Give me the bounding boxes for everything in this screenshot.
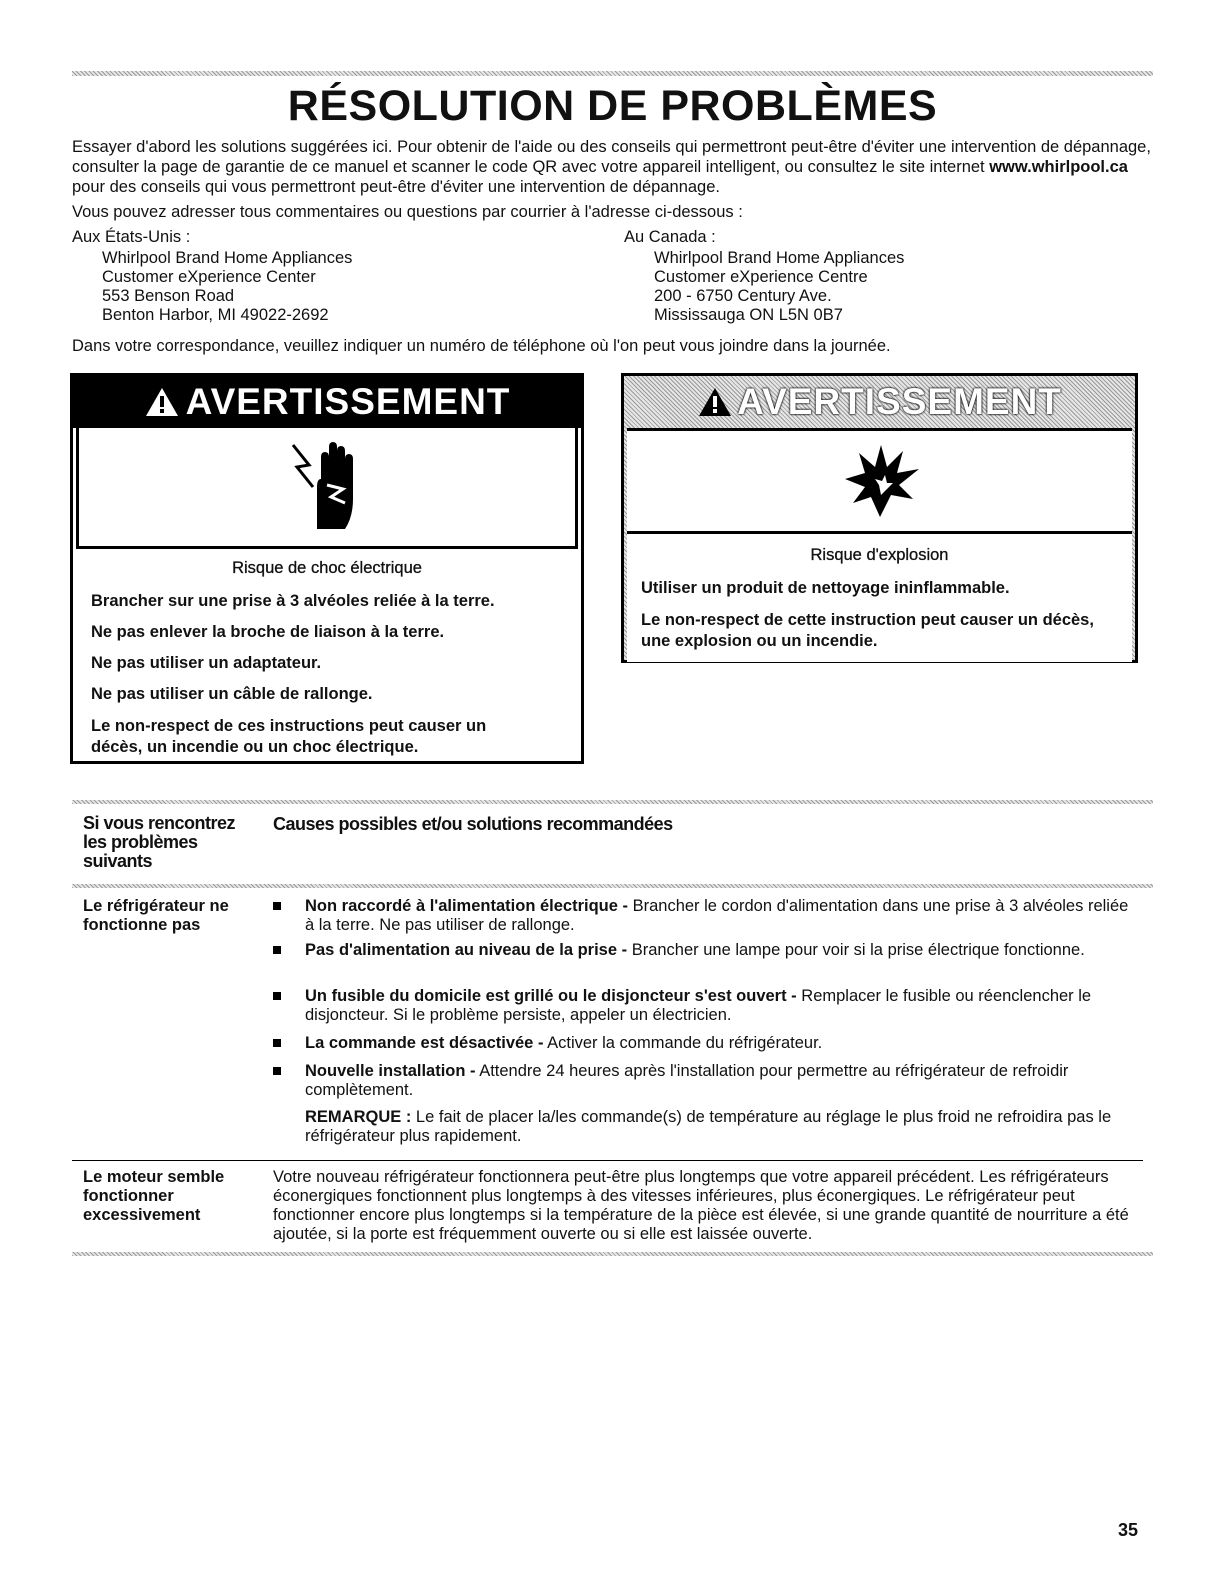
comments-line: Vous pouvez adresser tous commentaires ou questions par courrier à l'adresse ci-dessous : [72,203,743,221]
warning-triangle-icon [697,386,733,418]
solution-cause: Non raccordé à l'alimentation électrique - [305,897,629,915]
solution-cause: Pas d'alimentation au niveau de la prise - [305,941,628,959]
problem-label: Le moteur semble fonctionner excessivement [83,1168,225,1224]
intro-text-end: pour des conseils qui vous permettront peut-être d'éviter une intervention de dépannage. [72,178,720,196]
solution-item [273,987,1133,1025]
table-top-rule [72,800,1153,804]
warning-line: Ne pas utiliser un adaptateur. [91,654,322,672]
bullet-square-icon [273,1039,281,1047]
page-title: RÉSOLUTION DE PROBLÈMES [287,82,938,130]
warning-triangle-icon [144,386,180,418]
bullet-square-icon [273,902,281,910]
address-line: Customer eXperience Centre [654,268,868,286]
warning-header-text: AVERTISSEMENT [185,381,511,422]
bullet-square-icon [273,1067,281,1075]
warning-box-explosion [621,373,1138,663]
address-canada [624,228,904,325]
address-line: 200 - 6750 Century Ave. [654,287,832,305]
problem-label: Le réfrigérateur ne fonctionne pas [83,897,229,934]
address-canada-label: Au Canada : [624,228,716,246]
note-label: REMARQUE : [305,1108,412,1126]
warning-header [624,376,1135,428]
shock-pictogram [76,428,578,549]
warning-header [73,376,581,428]
warning-body [627,534,1132,662]
solution-item [273,1034,1133,1053]
warning-body [73,549,581,758]
solution-item [273,941,1133,960]
address-us-label: Aux États-Unis : [72,228,191,246]
intro-paragraph [72,137,1157,197]
solution-cause: Un fusible du domicile est grillé ou le disjoncteur s'est ouvert - [305,987,797,1005]
column-header-solutions: Causes possibles et/ou solutions recommandées [273,814,673,834]
row-divider [72,1160,1143,1161]
risk-label: Risque de choc électrique [232,559,422,577]
warning-line: Le non-respect de cette instruction peut causer un décès, une explosion ou un incendie. [641,611,1094,650]
website-link[interactable]: www.whirlpool.ca [989,158,1128,176]
electric-shock-hand-icon [287,437,367,537]
correspondence-line: Dans votre correspondance, veuillez indiquer un numéro de téléphone où l'on peut vous joindre dans la journée. [72,337,891,355]
bullet-square-icon [273,992,281,1000]
solution-text: Activer la commande du réfrigérateur. [543,1034,823,1052]
address-line: Customer eXperience Center [102,268,316,286]
solution-text: Remplacer le fusible ou réenclencher le disjoncteur. Si le problème persiste, appeler un électricien. [305,987,1092,1024]
table-header-rule [72,884,1153,888]
risk-label: Risque d'explosion [810,546,949,564]
solution-cause: La commande est désactivée - [305,1034,544,1052]
warning-line: Utiliser un produit de nettoyage ininflammable. [641,579,1010,597]
note-text: Le fait de placer la/les commande(s) de température au réglage le plus froid ne refroidira pas le réfrigérateur plus rapidement. [305,1108,1112,1145]
note [305,1108,1135,1146]
solution-text: Brancher une lampe pour voir si la prise électrique fonctionne. [627,941,1085,959]
solution-item [273,897,1133,935]
explosion-icon [835,439,925,523]
solution-text: Brancher le cordon d'alimentation dans une prise à 3 alvéoles reliée à la terre. Ne pas utiliser de rallonge. [305,897,1129,934]
bullet-square-icon [273,946,281,954]
page-number: 35 [1118,1520,1139,1540]
warning-header-text: AVERTISSEMENT [737,381,1062,422]
address-line: Whirlpool Brand Home Appliances [654,249,905,267]
solution-cause: Nouvelle installation - [305,1062,476,1080]
table-bottom-rule [72,1252,1153,1256]
address-line: 553 Benson Road [102,287,235,305]
solution-text: Attendre 24 heures après l'installation pour permettre au réfrigérateur de refroidir complètement. [305,1062,1069,1099]
warning-line: Brancher sur une prise à 3 alvéoles reliée à la terre. [91,592,495,610]
column-header-problems: Si vous rencontrez les problèmes suivants [83,813,236,871]
address-line: Mississauga ON L5N 0B7 [654,306,843,324]
intro-text: Essayer d'abord les solutions suggérées ici. Pour obtenir de l'aide ou des conseils qui permettront peut-être d'éviter une intervention de dépannage, consulter la page de garantie de ce manuel et scanner le code QR avec votre appareil intelligent, ou consultez le site internet [72,138,1151,176]
address-line: Whirlpool Brand Home Appliances [102,249,353,267]
address-us [72,228,352,325]
top-rule [72,71,1153,76]
warning-line: Le non-respect de ces instructions peut causer un décès, un incendie ou un choc électrique. [91,717,487,756]
explosion-pictogram [627,428,1132,534]
warning-line: Ne pas utiliser un câble de rallonge. [91,685,373,703]
warning-line: Ne pas enlever la broche de liaison à la terre. [91,623,445,641]
warning-box-shock [70,373,584,764]
address-line: Benton Harbor, MI 49022-2692 [102,306,329,324]
solution-item [273,1062,1133,1100]
solution-paragraph: Votre nouveau réfrigérateur fonctionnera peut-être plus longtemps que votre appareil précédent. Les réfrigérateurs éconergiques fonctionnent plus longtemps à des vitesses inférieures, plus éconergiques. Le réfrigérateur peut fonctionner encore plus longtemps si la température de la pièce est élevée, si une grande quantité de nourriture a été ajoutée, si la porte est fréquemment ouverte ou si elle est laissée ouverte. [273,1168,1129,1243]
